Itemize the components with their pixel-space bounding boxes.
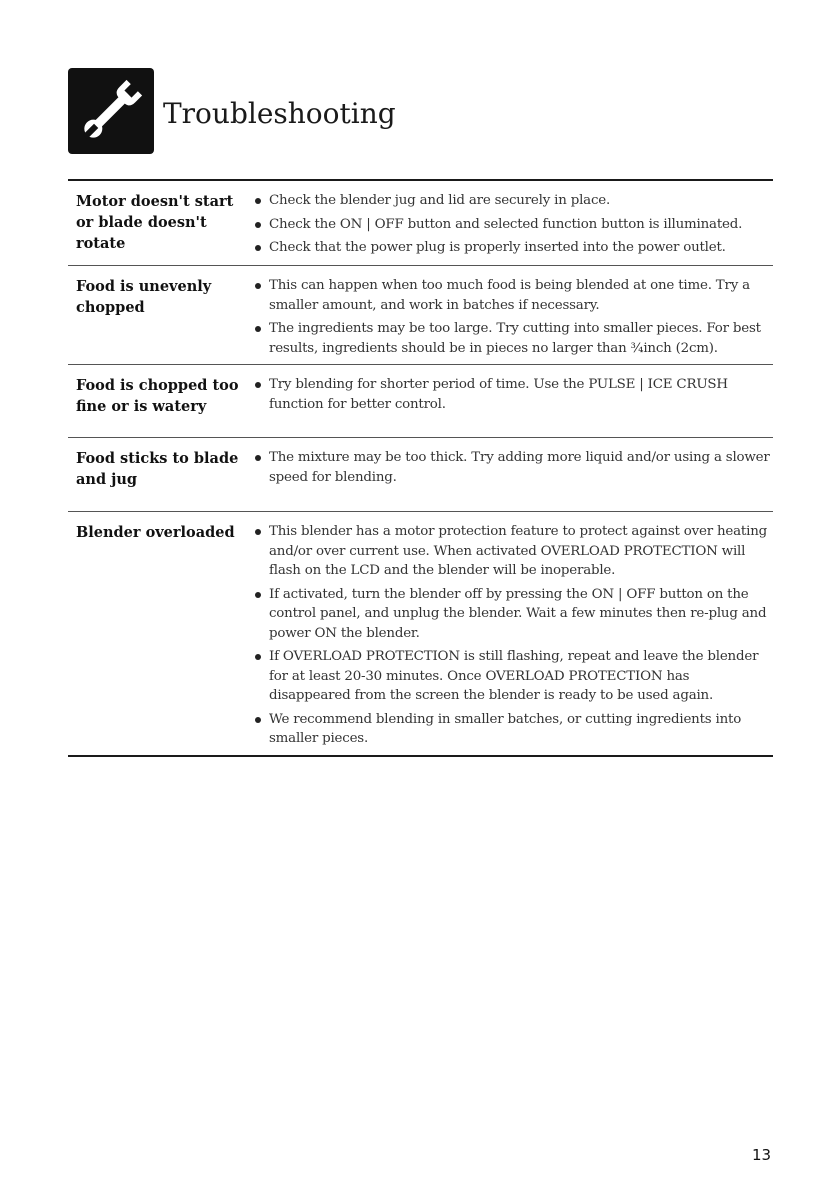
table-row <box>68 438 773 512</box>
solution-item: Check the blender jug and lid are securely in place. <box>252 191 772 211</box>
problem-label: Food sticks to blade and jug <box>76 450 239 488</box>
table-row <box>68 266 773 365</box>
wrench-icon <box>68 68 154 154</box>
solution-list <box>252 276 772 362</box>
solution-item: If activated, turn the blender off by pressing the ON | OFF button on the control panel, and unplug the blender. Wait a few minutes then re-plug and power ON the blender. <box>252 585 772 644</box>
solution-list <box>252 191 772 262</box>
problem-label: Motor doesn't start or blade doesn't rotate <box>76 193 234 252</box>
solution-list <box>252 522 772 753</box>
table-row <box>68 181 773 266</box>
solution-item: Check that the power plug is properly inserted into the power outlet. <box>252 238 772 258</box>
solution-item: If OVERLOAD PROTECTION is still flashing, repeat and leave the blender for at least 20-30 minutes. Once OVERLOAD PROTECTION has disappeared from the screen the blender is ready to be used again. <box>252 647 772 706</box>
solution-item: Try blending for shorter period of time. Use the PULSE | ICE CRUSH function for better control. <box>252 375 772 414</box>
solution-item: This can happen when too much food is being blended at one time. Try a smaller amount, and work in batches if necessary. <box>252 276 772 315</box>
solution-item: The mixture may be too thick. Try adding more liquid and/or using a slower speed for blending. <box>252 448 772 487</box>
table-row <box>68 365 773 438</box>
solution-list <box>252 448 772 491</box>
solution-item: This blender has a motor protection feature to protect against over heating and/or over current use. When activated OVERLOAD PROTECTION will flash on the LCD and the blender will be inoperable. <box>252 522 772 581</box>
solution-item: We recommend blending in smaller batches, or cutting ingredients into smaller pieces. <box>252 710 772 749</box>
problem-label: Food is chopped too fine or is watery <box>76 377 239 415</box>
solution-item: Check the ON | OFF button and selected function button is illuminated. <box>252 215 772 235</box>
page-number: 13 <box>752 1146 772 1164</box>
page-title: Troubleshooting <box>163 97 396 130</box>
troubleshooting-table <box>68 179 773 757</box>
table-row <box>68 512 773 757</box>
solution-item: The ingredients may be too large. Try cutting into smaller pieces. For best results, ingredients should be in pieces no larger than ¾inch (2cm). <box>252 319 772 358</box>
problem-label: Food is unevenly chopped <box>76 278 212 316</box>
problem-label: Blender overloaded <box>76 524 235 541</box>
solution-list <box>252 375 772 418</box>
